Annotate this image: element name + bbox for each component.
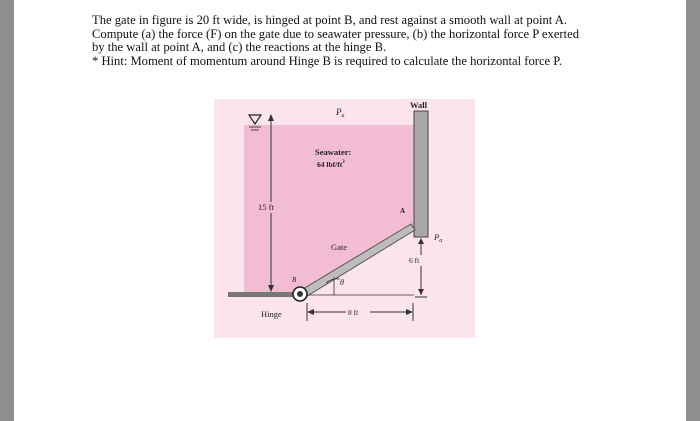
eight-ft-label: 8 ft [348, 308, 359, 317]
seawater-label: Seawater: [315, 147, 352, 157]
arrowhead-icon [406, 309, 413, 315]
pa-top-label: $P_a$ [336, 107, 345, 119]
wall [414, 111, 428, 237]
arrowhead-icon [418, 289, 424, 295]
point-a-label: A [400, 207, 406, 215]
six-ft-label: 6 ft [409, 256, 420, 265]
arrowhead-icon [307, 309, 314, 315]
problem-line-1: The gate in figure is 20 ft wide, is hinged at point B, and rest against a smooth wall at point A. [92, 13, 567, 27]
gate-label: Gate [331, 242, 348, 252]
pa-right-label: $P_a$ [434, 232, 443, 244]
hinge-label: Hinge [261, 309, 282, 319]
free-surface-icon [249, 115, 261, 124]
gate-figure [214, 99, 475, 338]
point-b-label: B [292, 276, 297, 284]
problem-line-3: by the wall at point A, and (c) the reactions at the hinge B. [92, 40, 387, 55]
depth-label: 15 ft [258, 202, 274, 212]
theta-label: θ [340, 278, 344, 287]
density-label: 64 lbf/$ft^3$ [317, 160, 345, 169]
arrowhead-icon [268, 114, 274, 121]
hint-line: * Hint: Moment of momentum around Hinge B is required to calculate the horizontal force P. [92, 53, 563, 68]
problem-statement [92, 14, 622, 68]
wall-label: Wall [410, 100, 428, 110]
problem-line-2: Compute (a) the force (F) on the gate due to seawater pressure, (b) the horizontal force P exerted [92, 26, 579, 41]
gate-diagram [214, 99, 475, 338]
ground [228, 292, 302, 297]
arrowhead-icon [418, 238, 424, 244]
hinge-center [297, 291, 303, 297]
